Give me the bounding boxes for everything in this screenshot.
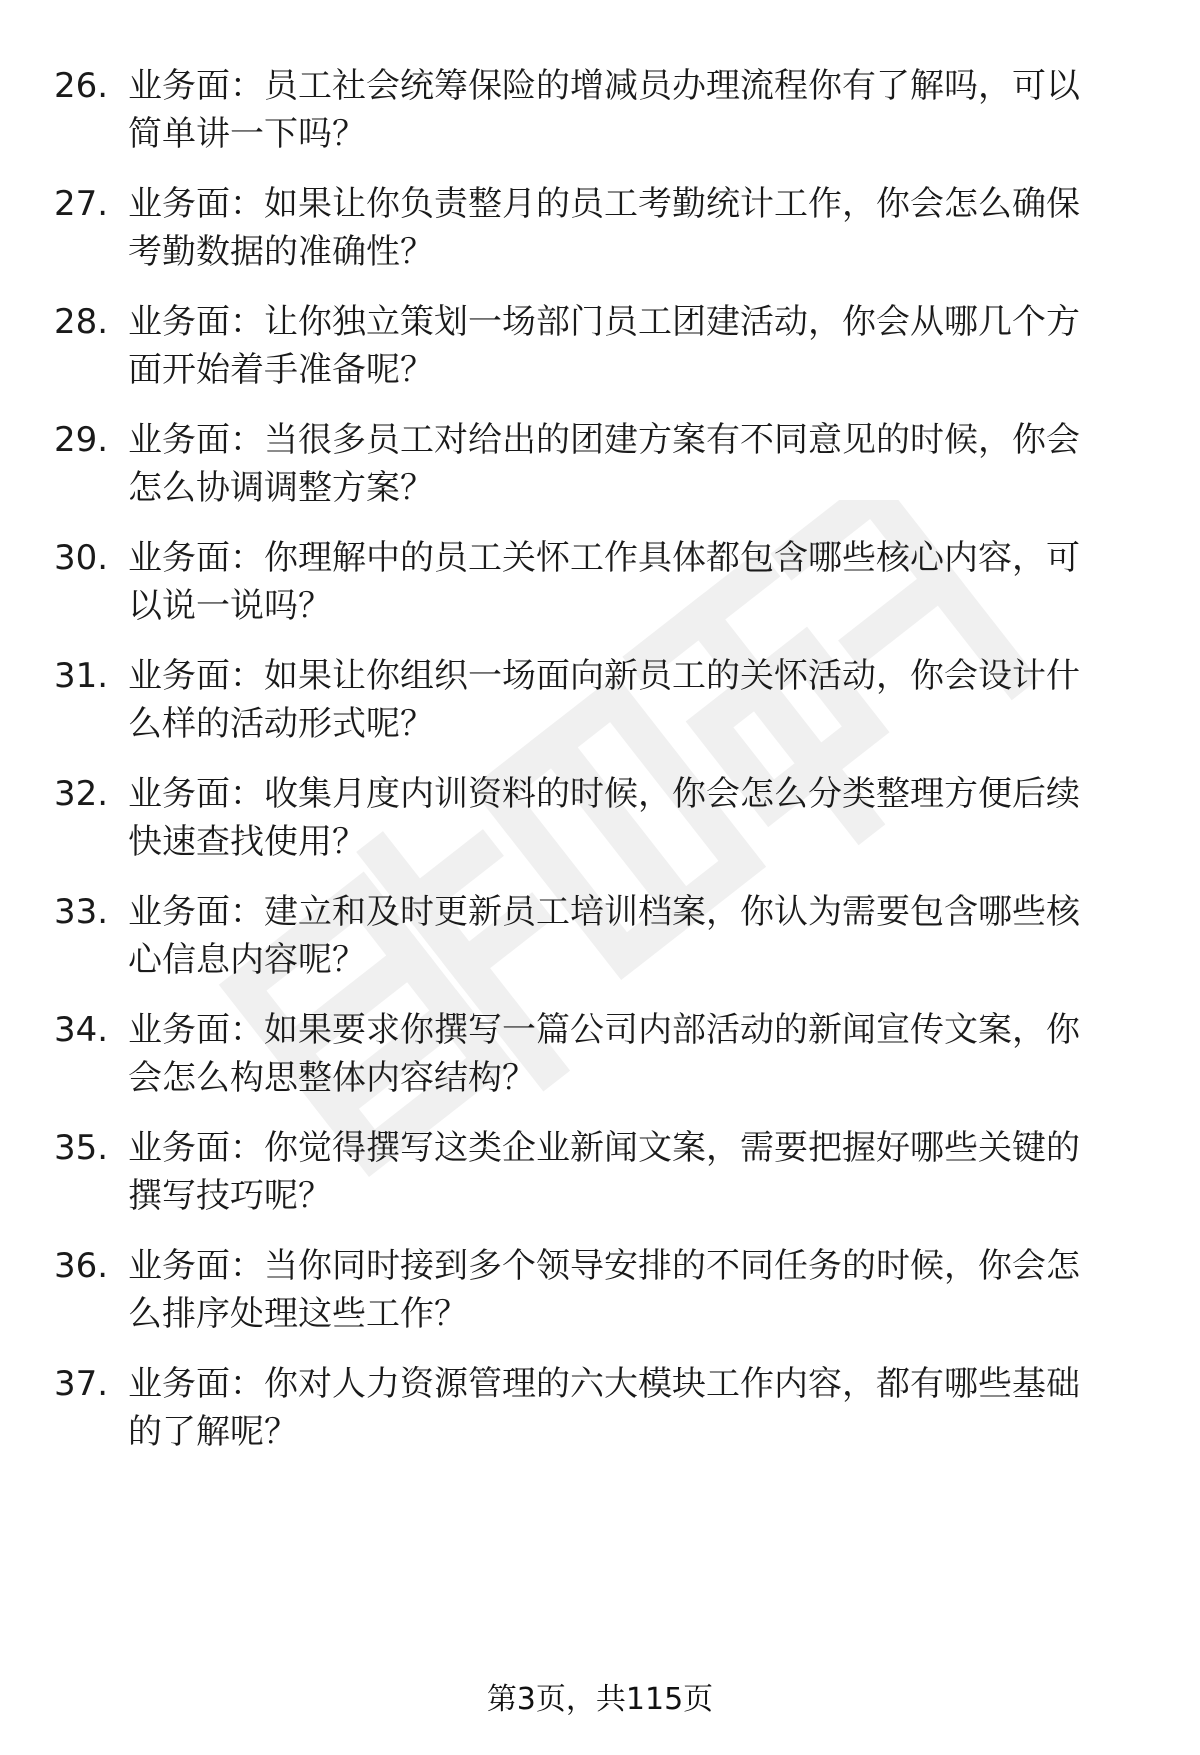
question-text	[128, 534, 1158, 630]
question-line: 么样的活动形式呢？	[128, 704, 434, 744]
question-number: 27.	[54, 184, 109, 224]
question-line: 快速查找使用？	[128, 822, 366, 862]
question-number: 35.	[54, 1128, 109, 1168]
question-line: 怎么协调调整方案？	[128, 468, 434, 508]
question-text	[128, 888, 1158, 984]
question-number: 33.	[54, 892, 109, 932]
question-text	[128, 298, 1158, 394]
question-line: 业务面：当很多员工对给出的团建方案有不同意见的时候，你会	[128, 420, 1080, 460]
question-number: 34.	[54, 1010, 109, 1050]
question-text	[128, 1124, 1158, 1220]
page-footer: 第3页，共115页	[486, 1682, 714, 1717]
question-text	[128, 770, 1158, 866]
question-line: 考勤数据的准确性？	[128, 232, 434, 272]
question-line: 业务面：让你独立策划一场部门员工团建活动，你会从哪几个方	[128, 302, 1080, 342]
question-line: 业务面：你觉得撰写这类企业新闻文案，需要把握好哪些关键的	[128, 1128, 1080, 1168]
question-line: 业务面：建立和及时更新员工培训档案，你认为需要包含哪些核	[128, 892, 1080, 932]
question-line: 心信息内容呢？	[128, 940, 366, 980]
question-text	[128, 1242, 1158, 1338]
question-line: 业务面：如果要求你撰写一篇公司内部活动的新闻宣传文案，你	[128, 1010, 1080, 1050]
question-line: 业务面：收集月度内训资料的时候，你会怎么分类整理方便后续	[128, 774, 1080, 814]
question-text	[128, 62, 1158, 158]
question-line: 业务面：如果让你负责整月的员工考勤统计工作，你会怎么确保	[128, 184, 1080, 224]
question-line: 以说一说吗？	[128, 586, 332, 626]
question-number: 30.	[54, 538, 109, 578]
question-line: 业务面：你对人力资源管理的六大模块工作内容，都有哪些基础	[128, 1364, 1080, 1404]
question-line: 面开始着手准备呢？	[128, 350, 434, 390]
question-line: 业务面：如果让你组织一场面向新员工的关怀活动，你会设计什	[128, 656, 1080, 696]
question-line: 的了解呢？	[128, 1412, 298, 1452]
question-text	[128, 416, 1158, 512]
question-text	[128, 1006, 1158, 1102]
question-number: 28.	[54, 302, 109, 342]
question-number: 29.	[54, 420, 109, 460]
question-line: 会怎么构思整体内容结构？	[128, 1058, 536, 1098]
question-line: 撰写技巧呢？	[128, 1176, 332, 1216]
question-number: 26.	[54, 66, 109, 106]
question-text	[128, 1360, 1158, 1456]
question-text	[128, 180, 1158, 276]
question-line: 业务面：当你同时接到多个领导安排的不同任务的时候，你会怎	[128, 1246, 1080, 1286]
question-number: 37.	[54, 1364, 109, 1404]
question-text	[128, 652, 1158, 748]
question-line: 么排序处理这些工作？	[128, 1294, 468, 1334]
question-line: 业务面：你理解中的员工关怀工作具体都包含哪些核心内容，可	[128, 538, 1080, 578]
question-number: 31.	[54, 656, 109, 696]
question-line: 简单讲一下吗？	[128, 114, 366, 154]
question-number: 32.	[54, 774, 109, 814]
question-number: 36.	[54, 1246, 109, 1286]
question-line: 业务面：员工社会统筹保险的增减员办理流程你有了解吗，可以	[128, 66, 1080, 106]
